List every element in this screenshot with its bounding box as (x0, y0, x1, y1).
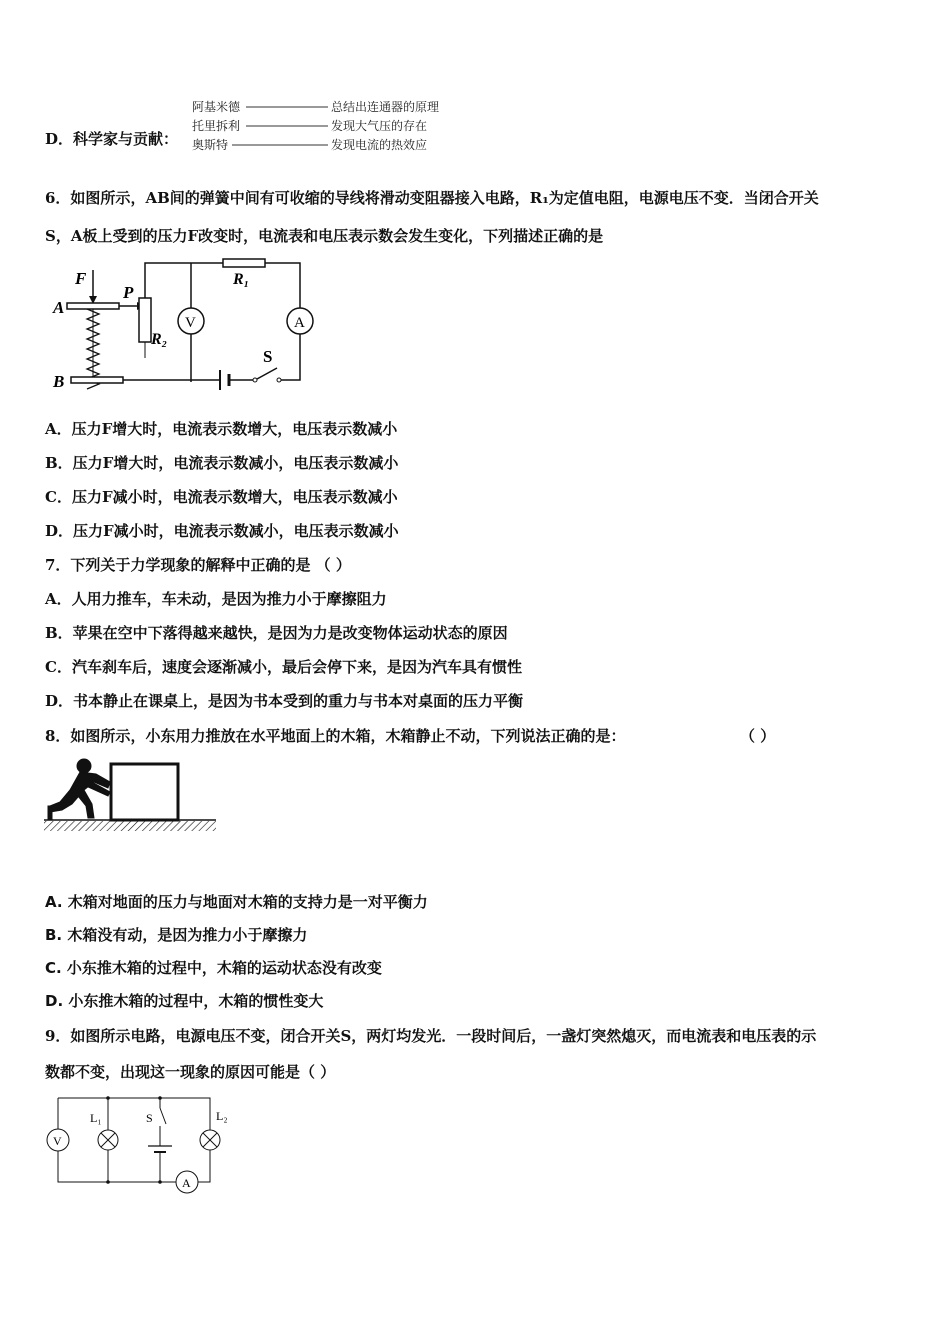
q9-fig-label-A: A (182, 1176, 191, 1190)
q6-option-a: A．压力F增大时，电流表示数增大，电压表示数减小 (45, 420, 398, 438)
q9-fig-label-L2: L₂ (216, 1109, 228, 1123)
q5-scientist-2: 托里拆利 (192, 119, 241, 133)
q7-option-b: B．苹果在空中下落得越来越快，是因为力是改变物体运动状态的原因 (45, 624, 508, 642)
q6-fig-label-A: A (53, 298, 65, 317)
q9-stem-line1: 9．如图所示电路，电源电压不变，闭合开关S，两灯均发光．一段时间后，一盏灯突然熄灭，而电流表和电压表的示 (45, 1027, 817, 1045)
q5-scientist-3: 奥斯特 (192, 138, 229, 152)
q6-fig-label-V: V (185, 315, 196, 331)
q9-stem-line2: 数都不变，出现这一现象的原因可能是（ ） (45, 1063, 336, 1081)
q6-fig-label-R1: R₁ (233, 271, 250, 288)
q6-fig-label-P: P (123, 283, 134, 302)
q8-push-box-figure (44, 752, 224, 842)
q8-option-a: A. 木箱对地面的压力与地面对木箱的支持力是一对平衡力 (45, 893, 428, 911)
q7-option-d: D．书本静止在课桌上，是因为书本受到的重力与书本对桌面的压力平衡 (45, 692, 524, 710)
q5-connector-lines (0, 0, 950, 160)
q7-option-a: A．人用力推车，车未动，是因为推力小于摩擦阻力 (45, 590, 387, 608)
q9-fig-label-S: S (146, 1111, 153, 1125)
q9-fig-label-V: V (53, 1134, 62, 1148)
q8-option-c: C. 小东推木箱的过程中，木箱的运动状态没有改变 (45, 959, 382, 977)
q5-contribution-3: 发现电流的热效应 (331, 138, 428, 152)
q8-option-b: B. 木箱没有动，是因为推力小于摩擦力 (45, 926, 308, 944)
q8-answer-bracket: （ ） (740, 727, 776, 745)
q9-fig-label-L1: L₁ (90, 1111, 102, 1125)
q6-fig-label-R2: R₂ (151, 331, 168, 348)
q8-stem: 8．如图所示，小东用力推放在水平地面上的木箱，木箱静止不动，下列说法正确的是： (45, 727, 626, 745)
q6-fig-label-F: F (75, 269, 87, 288)
q8-option-d: D. 小东推木箱的过程中，木箱的惯性变大 (45, 992, 324, 1010)
q6-option-c: C．压力F减小时，电流表示数增大，电压表示数减小 (45, 488, 398, 506)
q5-contribution-2: 发现大气压的存在 (331, 119, 428, 133)
q9-circuit-figure (44, 1090, 244, 1200)
q6-option-d: D．压力F减小时，电流表示数减小，电压表示数减小 (45, 522, 399, 540)
q6-fig-label-S: S (263, 347, 273, 366)
q6-circuit-figure (45, 258, 315, 398)
q7-stem: 7．下列关于力学现象的解释中正确的是 （ ） (45, 556, 351, 574)
q6-fig-label-B: B (53, 372, 65, 391)
q7-option-c: C．汽车刹车后，速度会逐渐减小，最后会停下来，是因为汽车具有惯性 (45, 658, 522, 676)
q8-wooden-box (111, 764, 178, 820)
q6-stem-line1: 6．如图所示，AB间的弹簧中间有可收缩的导线将滑动变阻器接入电路，R₁为定值电阻，电源电压不变．当闭合开关 (45, 189, 819, 207)
q6-stem-line2: S，A板上受到的压力F改变时，电流表和电压表示数会发生变化，下列描述正确的是 (45, 227, 604, 245)
q5-scientist-1: 阿基米德 (192, 100, 241, 114)
q8-person-silhouette (48, 759, 110, 820)
q6-option-b: B．压力F增大时，电流表示数减小，电压表示数减小 (45, 454, 399, 472)
q5-option-d-label: D．科学家与贡献： (45, 130, 179, 148)
q6-fig-label-Am: A (294, 315, 305, 331)
q5-contribution-1: 总结出连通器的原理 (331, 100, 440, 114)
